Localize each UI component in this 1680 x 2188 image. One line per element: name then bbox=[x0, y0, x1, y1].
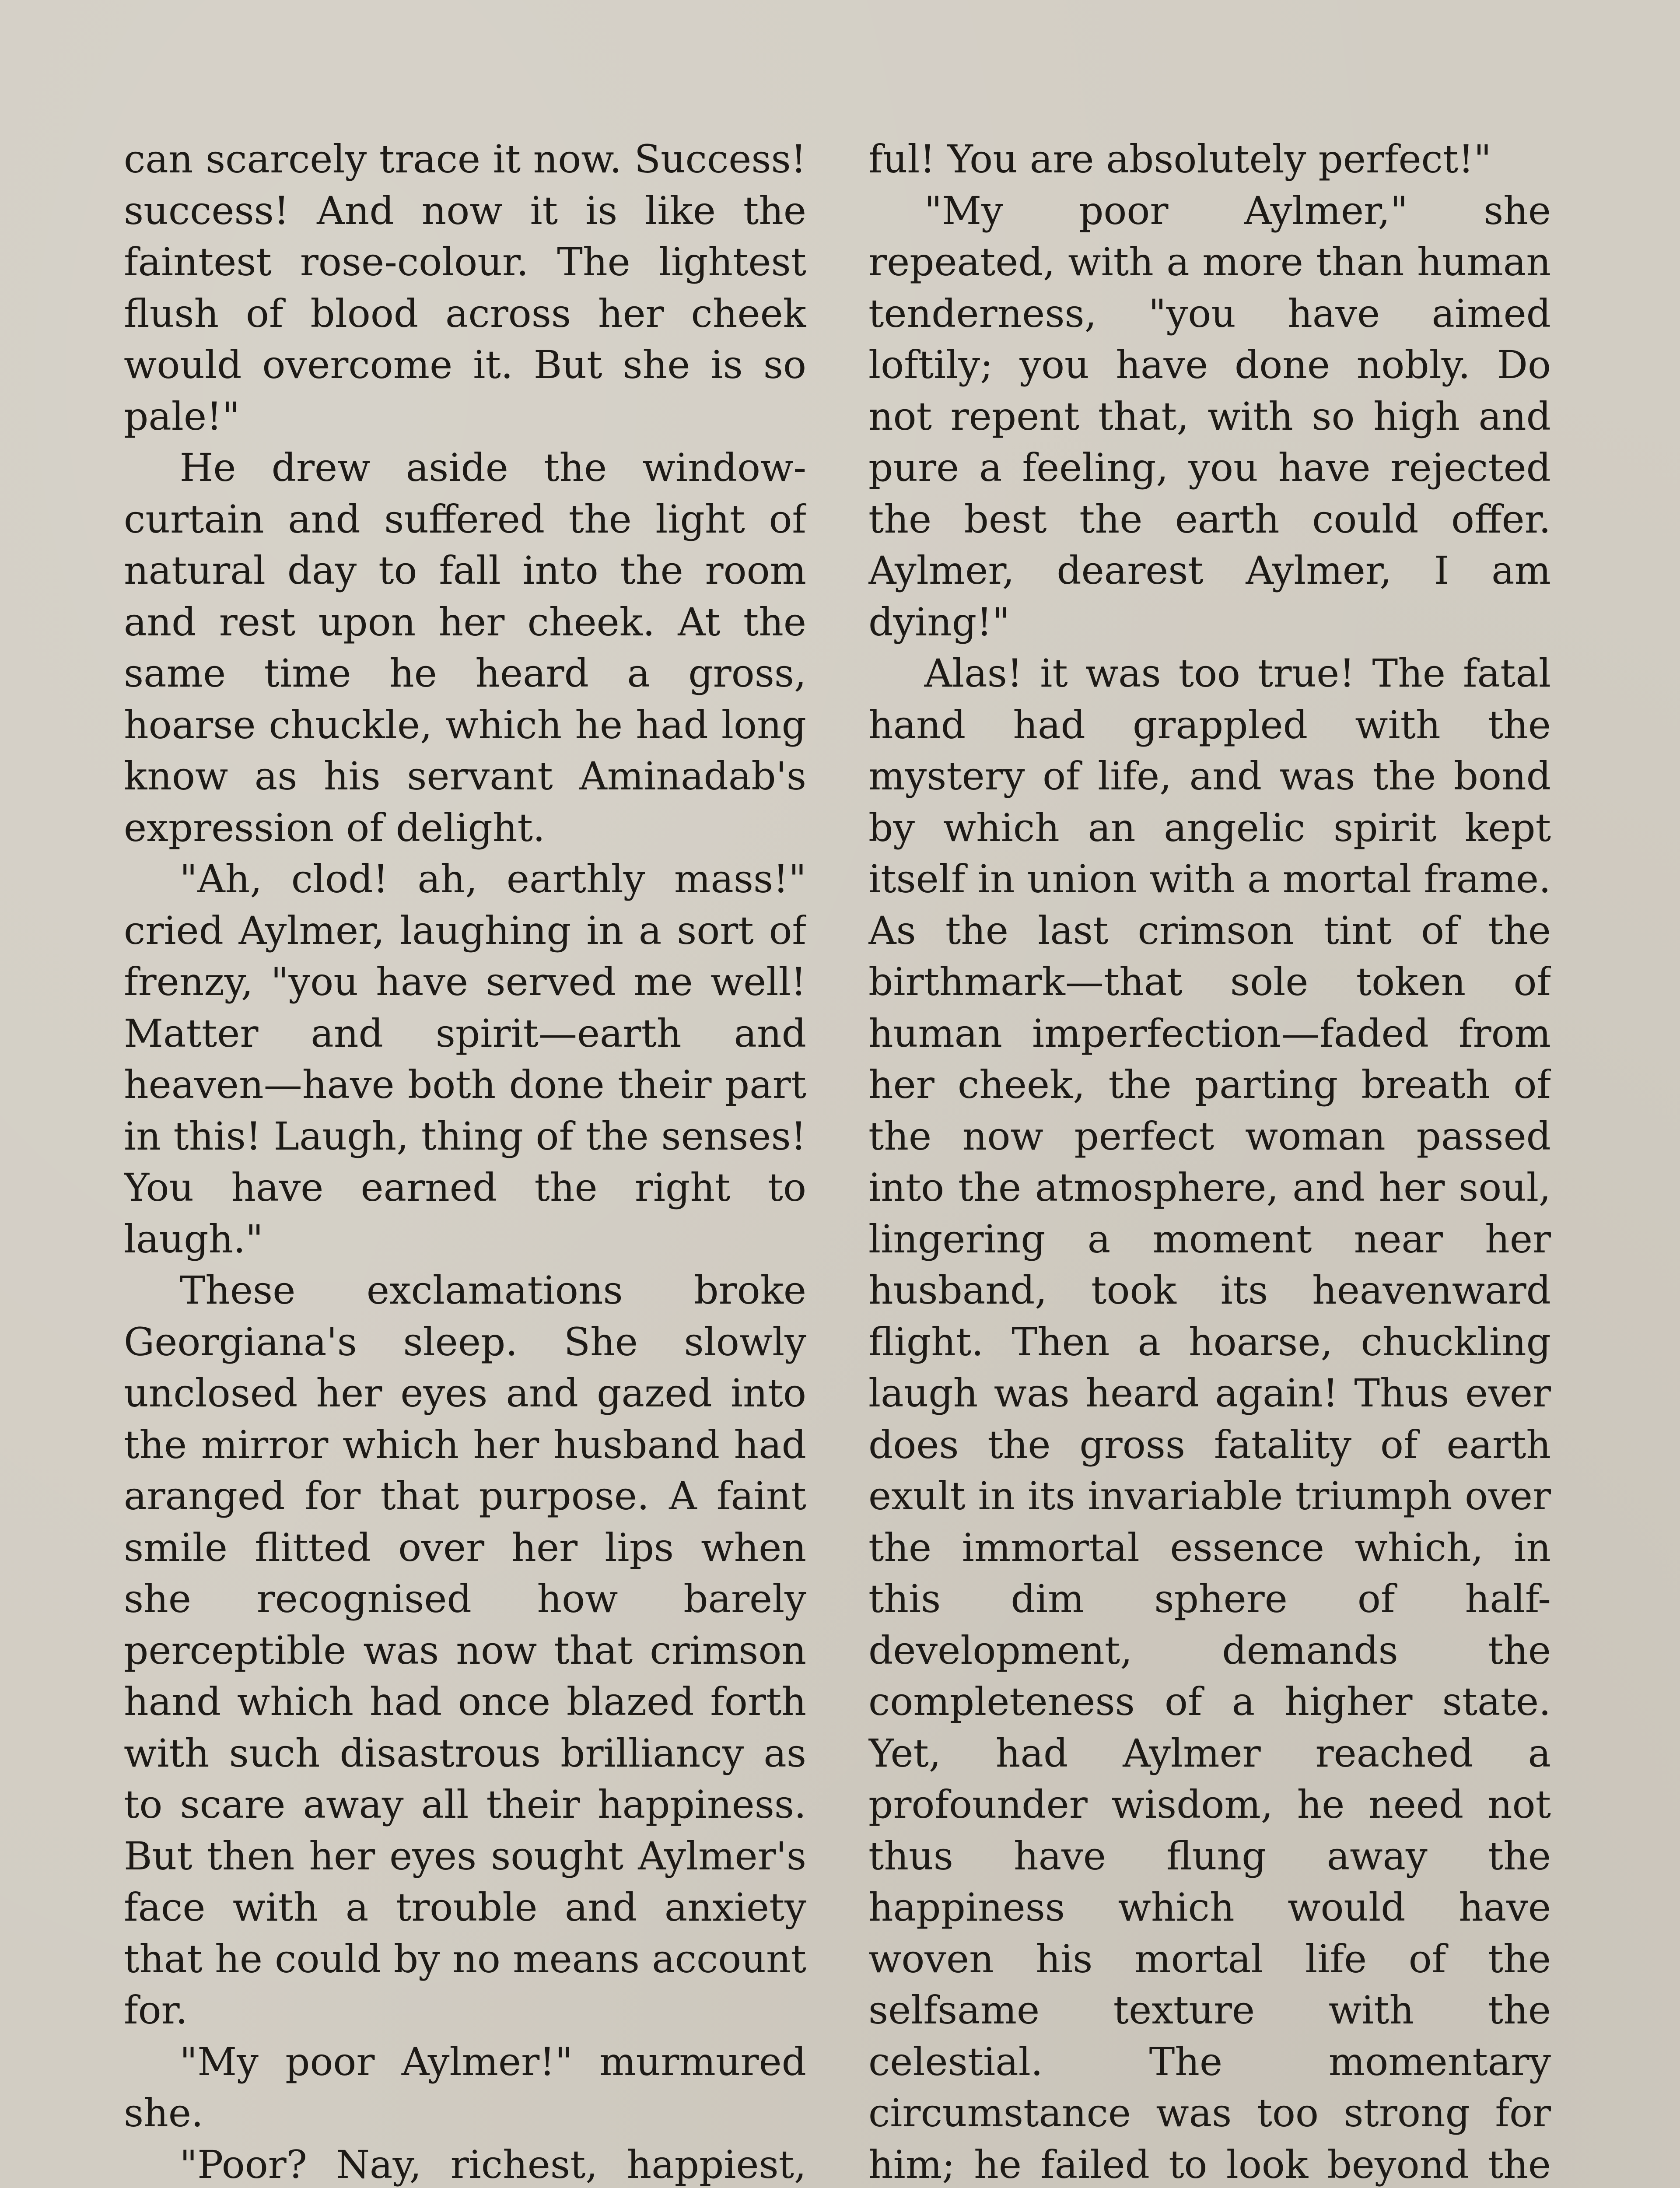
paragraph: "Poor? Nay, richest, happiest, bbox=[179, 2142, 806, 2187]
paragraph: "My poor Aylmer," she repeated, with a more than human tenderness, "you have aimed loftily; you have done nobly. Do not repent that, with so high and pure a feeling, you have rejected the best the earth could offer. Aylmer, dearest Aylmer, I am dying!" bbox=[868, 188, 1551, 645]
paragraph: Alas! it was too true! The fatal hand had grappled with the mystery of life, and was the bond by which an angelic spirit kept itself in union with a mortal frame. As the last crimson tint of the birthmark—that sole token of human imperfection—faded from her cheek, the parting breath of the now perfect woman passed into the atmosphere, and her soul, lingering a moment near her husband, took its heavenward flight. Then a hoarse, chuckling laugh was heard again! Thus ever does the gross fatality of earth exult in its invariable triumph over the immortal essence which, in this dim sphere of half-development, demands the completeness of a higher state. Yet, had Aylmer reached a profounder wisdom, he need not thus have flung away the happiness which would have woven his mortal life of the selfsame texture with the celestial. The momentary circumstance was too strong for him; he failed to look beyond the bbox=[868, 651, 1551, 2187]
paragraph: "My poor Aylmer!" murmured she. bbox=[124, 2039, 806, 2135]
paragraph: can scarcely trace it now. Success! success! And now it is like the faintest rose-colour. The lightest flush of blood across her cheek would overcome it. But she is so pale!" bbox=[124, 137, 806, 439]
paragraph: These exclamations broke Georgiana's sleep. She slowly unclosed her eyes and gazed into the mirror which her husband had aranged for that purpose. A faint smile flitted over her lips when she recognised how barely perceptible was now that crimson hand which had once blazed forth with such disastrous brilliancy as to scare away all their happiness. But then her eyes sought Aylmer's face with a trouble and anxiety that he could by no means account for. bbox=[124, 1268, 806, 2033]
paragraph: ful! You are absolutely perfect!" bbox=[868, 137, 1492, 182]
left-text-column bbox=[124, 133, 806, 2188]
paragraph: He drew aside the window-curtain and suffered the light of natural day to fall into the room and rest upon her cheek. At the same time he heard a gross, hoarse chuckle, which he had long know as his servant Aminadab's expression of delight. bbox=[124, 445, 806, 850]
paragraph: "Ah, clod! ah, earthly mass!" cried Aylmer, laughing in a sort of frenzy, "you have served me well! Matter and spirit—earth and heaven—have both done their part in this! Laugh, thing of the senses! You have earned the right to laugh." bbox=[124, 856, 806, 1262]
right-text-column bbox=[868, 133, 1551, 2188]
